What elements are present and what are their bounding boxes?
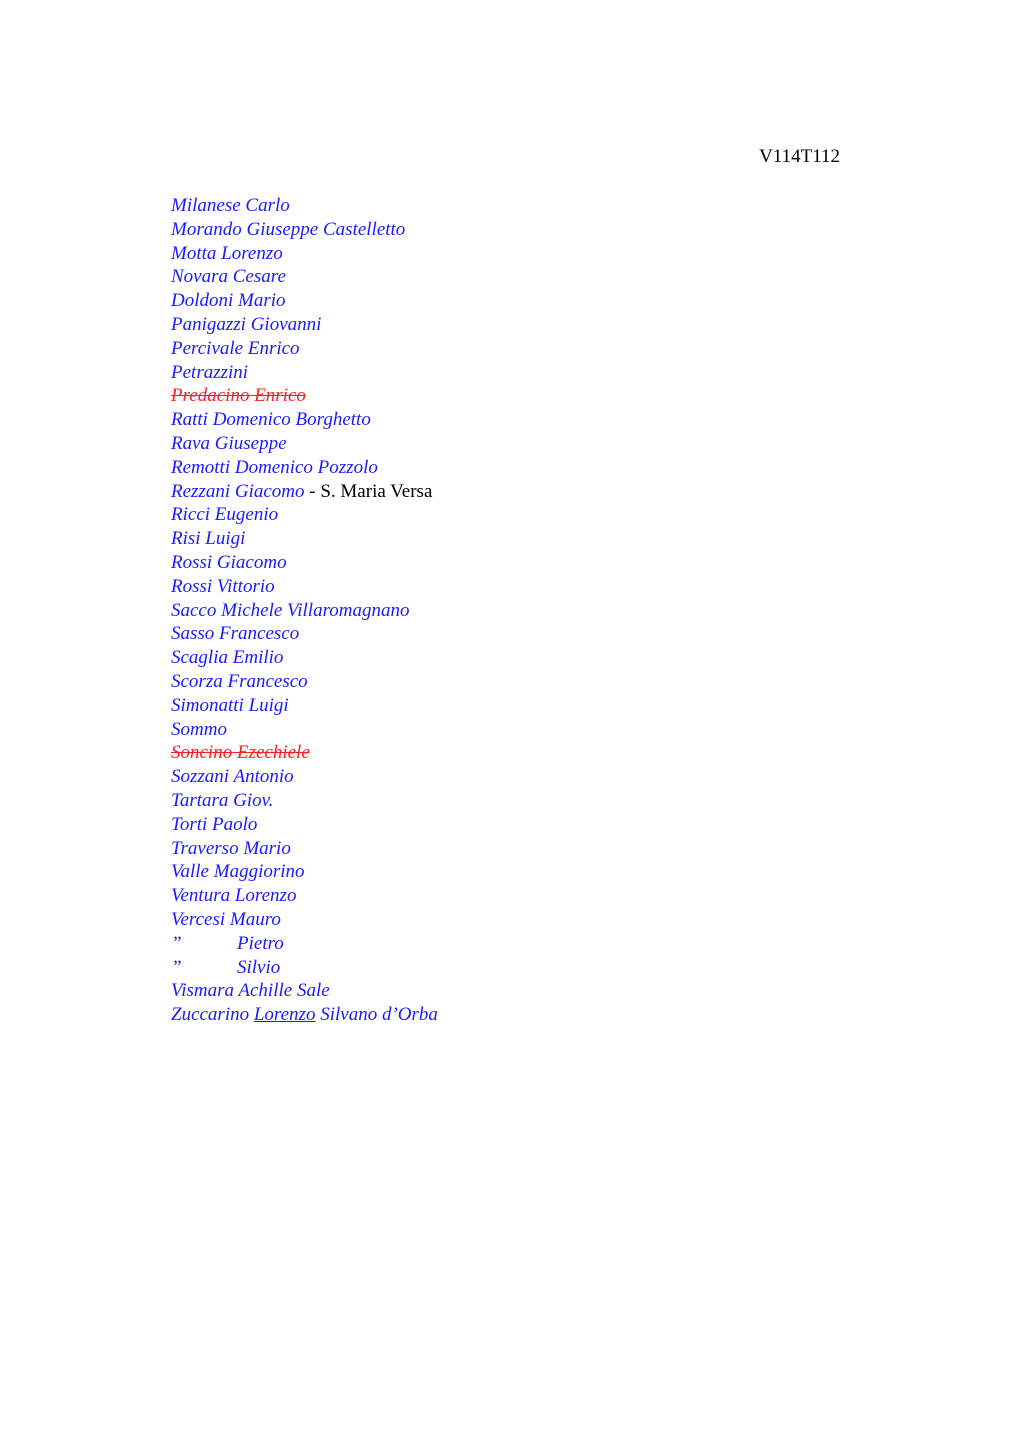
entry-name: Vismara Achille Sale [171,980,330,1002]
list-item [171,551,438,575]
entry-name-underlined: Lorenzo [253,1004,316,1026]
entry-name: Vercesi Mauro [171,908,281,930]
entry-name: Silvio [237,956,281,978]
list-item [171,194,438,218]
list-item [171,646,438,670]
list-item [171,503,438,527]
list-item [171,813,438,837]
entry-name: Novara Cesare [171,266,286,288]
entry-name: Tartara Giov. [171,789,274,811]
list-item [171,456,438,480]
entry-name: Motta Lorenzo [171,242,283,264]
ditto-mark: ” [171,956,182,978]
struck-entry-name: Predacino Enrico [171,385,306,407]
entry-name: Ventura Lorenzo [171,885,297,907]
entry-name: Sacco Michele Villaromagnano [171,599,410,621]
entry-name: Scorza Francesco [171,670,308,692]
list-item [171,932,438,956]
entry-name: Rossi Vittorio [171,575,275,597]
list-item [171,313,438,337]
list-item [171,242,438,266]
list-item [171,384,438,408]
list-item [171,979,438,1003]
list-item [171,908,438,932]
list-item [171,884,438,908]
entry-name: Sasso Francesco [171,623,300,645]
list-item [171,837,438,861]
name-list [171,194,438,1027]
entry-name: Traverso Mario [171,837,291,859]
entry-name: Rava Giuseppe [171,432,287,454]
entry-name: Milanese Carlo [171,195,290,216]
entry-name-start: Zuccarino [171,1004,254,1026]
entry-name: Percivale Enrico [171,337,300,359]
list-item [171,741,438,765]
entry-name: Morando Giuseppe Castelletto [171,218,406,240]
entry-name: Scaglia Emilio [171,647,284,669]
entry-name: Ricci Eugenio [171,504,279,526]
entry-name: Rossi Giacomo [171,551,287,573]
list-item [171,218,438,242]
entry-name: Torti Paolo [171,813,258,835]
list-item [171,265,438,289]
list-item [171,408,438,432]
list-item [171,599,438,623]
entry-name: Risi Luigi [171,528,246,550]
list-item [171,527,438,551]
entry-name: Valle Maggiorino [171,861,305,883]
struck-entry-name: Soncino Ezechiele [171,742,310,764]
list-item [171,575,438,599]
list-item [171,432,438,456]
entry-name: Petrazzini [171,361,249,383]
list-item [171,1003,438,1027]
entry-name: Panigazzi Giovanni [171,313,322,335]
list-item [171,718,438,742]
entry-name: Remotti Domenico Pozzolo [171,456,378,478]
list-item [171,670,438,694]
entry-name: Pietro [237,932,284,954]
list-item [171,694,438,718]
list-item [171,860,438,884]
document-code: V114T112 [759,146,840,167]
list-item [171,480,438,504]
ditto-mark: ” [171,932,182,954]
list-item [171,337,438,361]
entry-name-end: Silvano d’Orba [315,1004,438,1026]
entry-name: Sommo [171,718,227,740]
entry-name: Doldoni Mario [171,290,286,312]
entry-name: Simonatti Luigi [171,694,289,716]
entry-name: Rezzani Giacomo [171,480,305,502]
entry-name: Sozzani Antonio [171,766,294,788]
list-item [171,361,438,385]
list-item [171,765,438,789]
list-item [171,789,438,813]
entry-note: - S. Maria Versa [304,480,433,502]
list-item [171,289,438,313]
entry-name: Ratti Domenico Borghetto [171,409,371,431]
list-item [171,956,438,980]
list-item [171,622,438,646]
